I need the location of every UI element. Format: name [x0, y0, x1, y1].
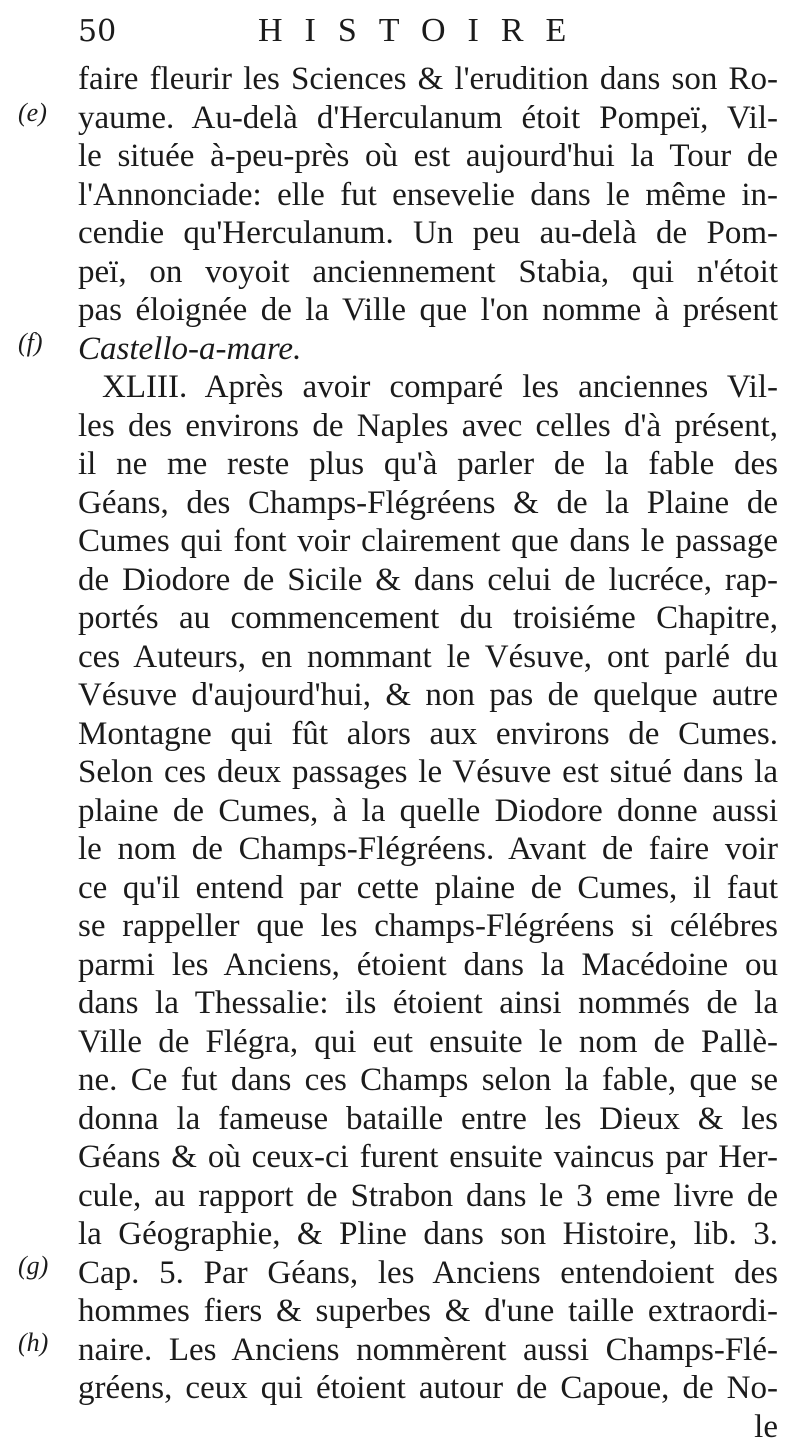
- text-line: ces Auteurs, en nommant le Vésuve, ont parlé du: [78, 638, 778, 677]
- text-line: dans la Thessalie: ils étoient ainsi nommés de la: [78, 984, 778, 1023]
- text-line: pas éloignée de la Ville que l'on nomme à présent: [78, 291, 778, 330]
- text-line: la Géographie, & Pline dans son Histoire, lib. 3.: [78, 1215, 778, 1254]
- text-line: cule, au rapport de Strabon dans le 3 eme livre de: [78, 1177, 778, 1216]
- text-line: portés au commencement du troisiéme Chapitre,: [78, 599, 778, 638]
- page-number: 50: [78, 14, 116, 49]
- text-line: Géans, des Champs-Flégréens & de la Plaine de: [78, 484, 778, 523]
- text-line: ne. Ce fut dans ces Champs selon la fable, que se: [78, 1061, 778, 1100]
- text-line: Montagne qui fût alors aux environs de Cumes.: [78, 715, 778, 754]
- text-line: Cumes qui font voir clairement que dans le passage: [78, 522, 778, 561]
- text-line: se rappeller que les champs-Flégréens si célébres: [78, 907, 778, 946]
- text-line: hommes fiers & superbes & d'une taille extraordi-: [78, 1292, 778, 1331]
- text-line: faire fleurir les Sciences & l'erudition dans son Ro-: [78, 60, 778, 99]
- text-line: gréens, ceux qui étoient autour de Capoue, de No-: [78, 1369, 778, 1408]
- text-line: Selon ces deux passages le Vésuve est situé dans la: [78, 753, 778, 792]
- text-line: le située à-peu-près où est aujourd'hui la Tour de: [78, 137, 778, 176]
- text-line: Géans & où ceux-ci furent ensuite vaincus par Her-: [78, 1138, 778, 1177]
- text-line: ce qu'il entend par cette plaine de Cumes, il faut: [78, 869, 778, 908]
- text-line: Castello-a-mare.: [78, 330, 778, 369]
- text-line: Vésuve d'aujourd'hui, & non pas de quelque autre: [78, 676, 778, 715]
- margin-note-h: (h): [18, 1328, 48, 1358]
- page-header: [78, 14, 778, 58]
- text-line: peï, on voyoit anciennement Stabia, qui n'étoit: [78, 253, 778, 292]
- text-line: yaume. Au-delà d'Herculanum étoit Pompeï, Vil-: [78, 99, 778, 138]
- running-head: HISTOIRE: [258, 12, 588, 50]
- text-line: Cap. 5. Par Géans, les Anciens entendoient des: [78, 1254, 778, 1293]
- text-line: le nom de Champs-Flégréens. Avant de faire voir: [78, 830, 778, 869]
- body-text: [78, 60, 778, 1446]
- text-line: donna la fameuse bataille entre les Dieux & les: [78, 1100, 778, 1139]
- text-line: les des environs de Naples avec celles d'à présent,: [78, 407, 778, 446]
- catchword: le: [78, 1408, 778, 1446]
- text-line: l'Annonciade: elle fut ensevelie dans le même in-: [78, 176, 778, 215]
- text-line: XLIII. Après avoir comparé les anciennes Vil-: [78, 368, 778, 407]
- margin-note-g: (g): [18, 1251, 48, 1281]
- margin-note-f: (f): [18, 328, 43, 358]
- text-line: plaine de Cumes, à la quelle Diodore donne aussi: [78, 792, 778, 831]
- text-line: naire. Les Anciens nommèrent aussi Champs-Flé-: [78, 1331, 778, 1370]
- text-line: il ne me reste plus qu'à parler de la fable des: [78, 445, 778, 484]
- margin-notes: [0, 60, 74, 1360]
- text-line: Ville de Flégra, qui eut ensuite le nom de Pallè-: [78, 1023, 778, 1062]
- text-line: de Diodore de Sicile & dans celui de lucréce, rap-: [78, 561, 778, 600]
- text-line: parmi les Anciens, étoient dans la Macédoine ou: [78, 946, 778, 985]
- margin-note-e: (e): [18, 98, 47, 128]
- text-line: cendie qu'Herculanum. Un peu au-delà de Pom-: [78, 214, 778, 253]
